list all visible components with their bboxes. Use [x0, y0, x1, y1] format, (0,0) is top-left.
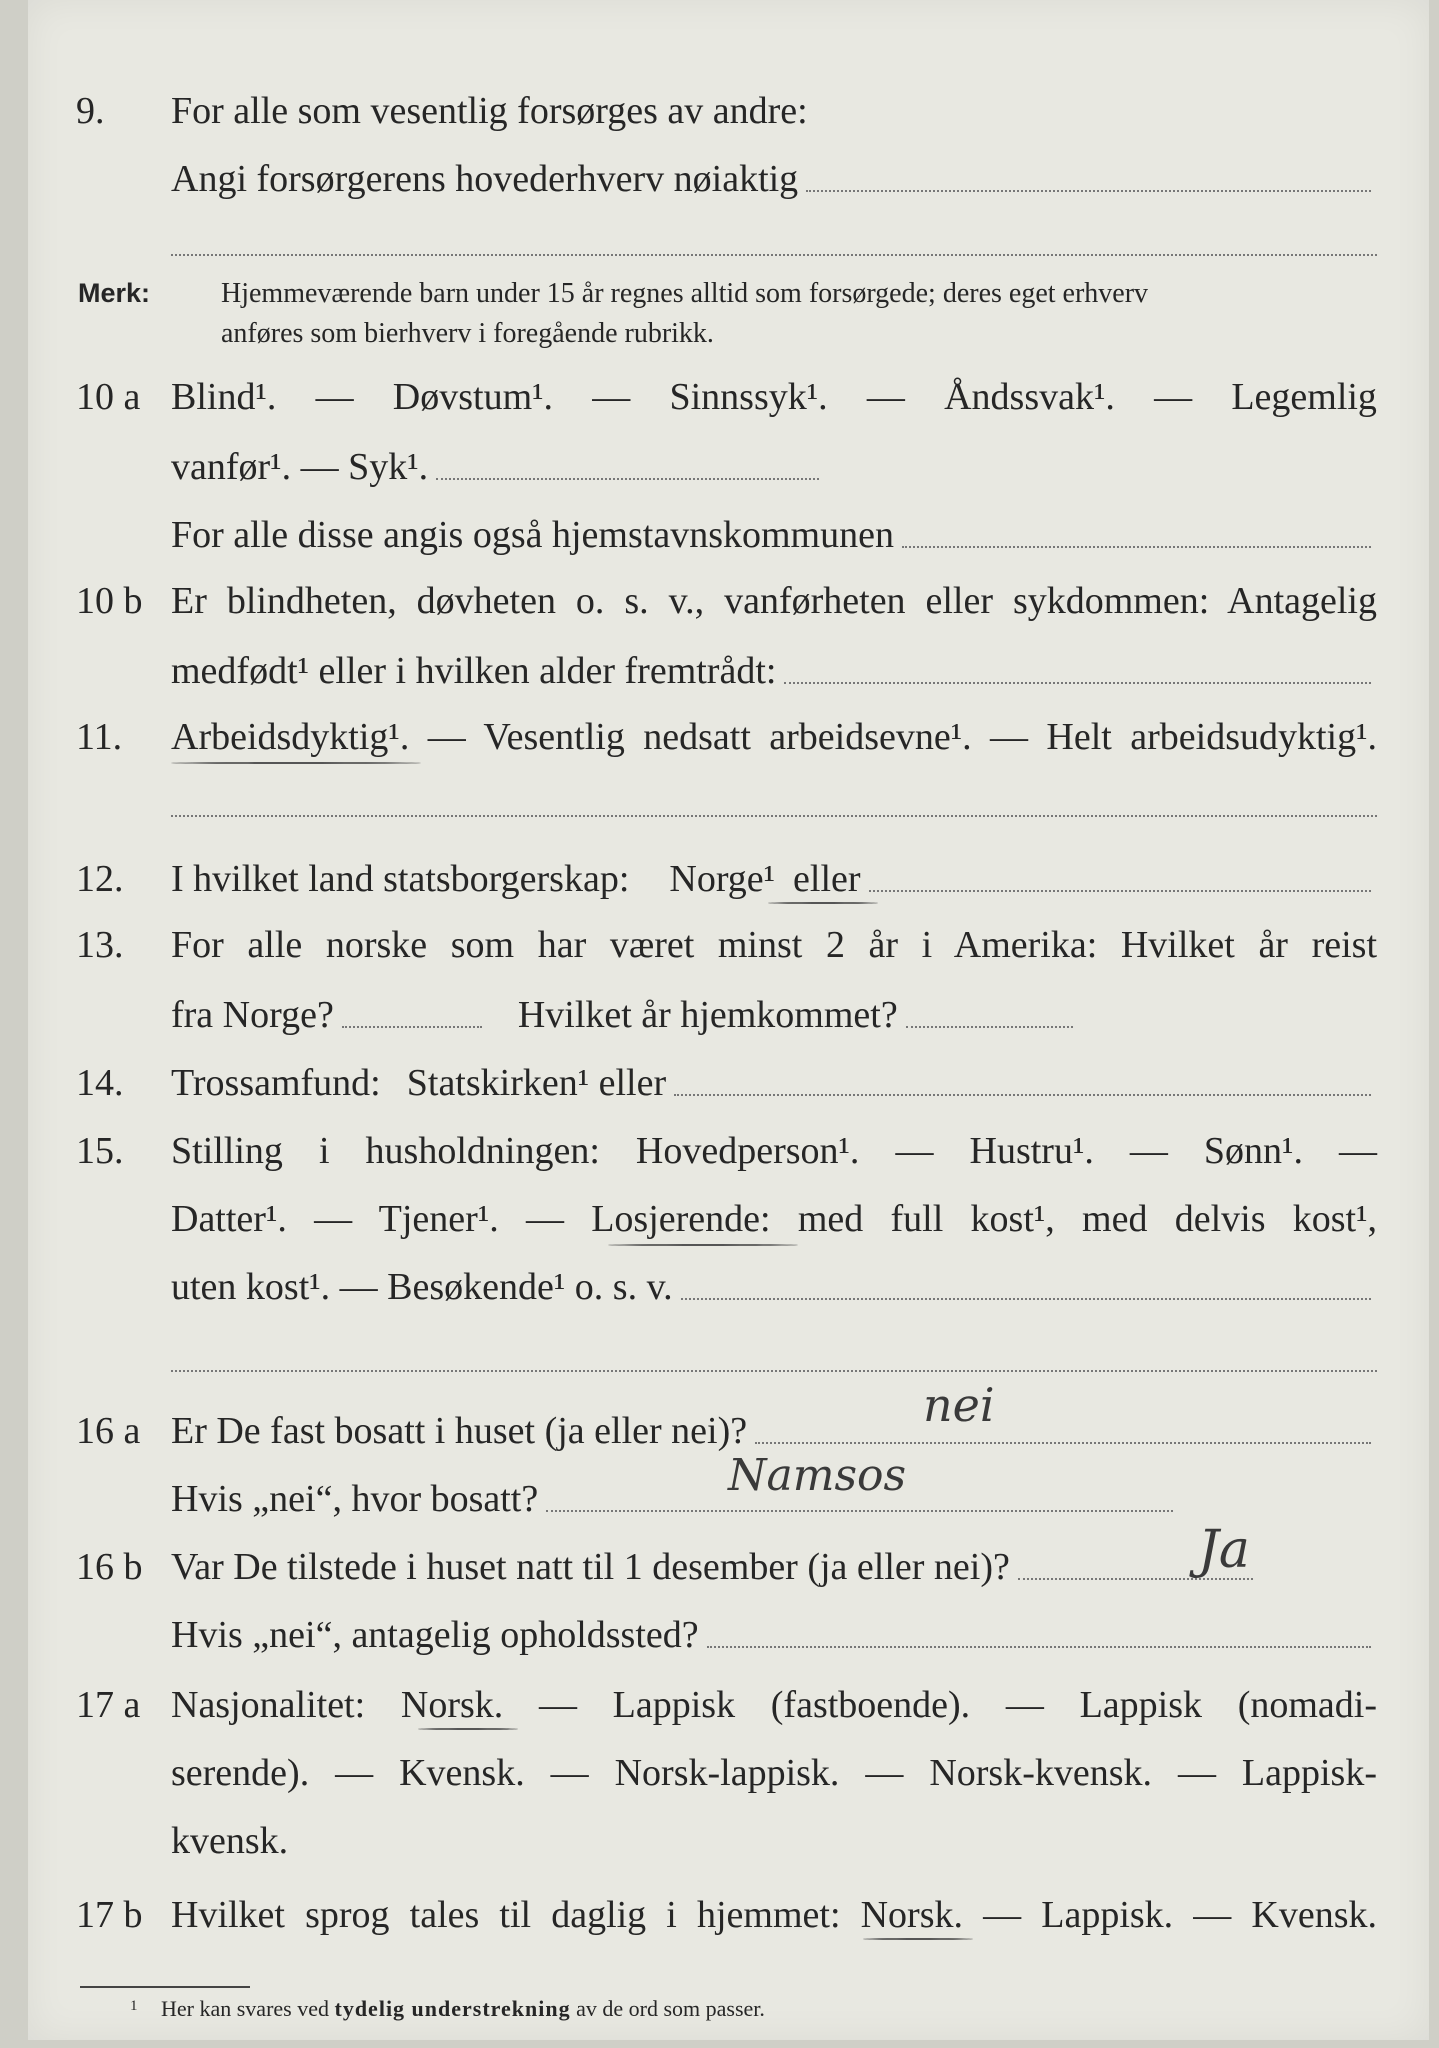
question-text: Hvilket år hjemkommet?	[517, 994, 898, 1036]
answer-dotted-line[interactable]	[806, 156, 1371, 192]
answer-dotted-line[interactable]	[171, 815, 1377, 817]
footnote-text: Her kan svares ved	[161, 1996, 329, 2021]
note-text	[171, 274, 1377, 354]
answer-dotted-line[interactable]	[171, 1370, 1377, 1372]
handwritten-answer-residence: Namsos	[728, 1450, 907, 1501]
question-text: I hvilket land statsborgerskap:	[171, 858, 630, 900]
question-text: Hvilket sprog tales til daglig i hjemmet: Norsk. — Lappisk. — Kvensk.	[171, 1894, 1377, 1936]
footnote-divider	[80, 1986, 250, 1988]
question-text: kvensk.	[171, 1820, 289, 1862]
answer-dotted-line[interactable]	[707, 1612, 1371, 1648]
footnote	[130, 1996, 765, 2022]
question-text: Statskirken¹ eller	[406, 1062, 667, 1104]
footnote-mark: 1	[130, 1998, 138, 2014]
answer-dotted-line[interactable]	[784, 648, 1371, 684]
question-text: For alle disse angis også hjemstavnskommunen	[171, 514, 894, 556]
census-form-page	[28, 0, 1429, 2040]
question-number: 11.	[76, 716, 123, 758]
question-number: 10 a	[76, 376, 141, 418]
question-text: eller	[793, 858, 861, 900]
handwritten-underline	[608, 1244, 798, 1246]
footnote-emphasis: tydelig understrekning	[334, 1996, 571, 2021]
answer-dotted-line[interactable]	[436, 444, 819, 480]
question-text: For alle som vesentlig forsørges av andre:	[171, 90, 808, 132]
question-text: Hvis „nei“, hvor bosatt?	[171, 1478, 539, 1520]
question-number: 14.	[76, 1062, 124, 1104]
handwritten-answer-ja: Ja	[1198, 1520, 1250, 1580]
question-text: Angi forsørgerens hovederhverv nøiaktig	[171, 158, 799, 200]
answer-dotted-line[interactable]	[869, 856, 1371, 892]
option-norge[interactable]: Norge¹	[669, 858, 776, 900]
question-text: uten kost¹. — Besøkende¹ o. s. v.	[171, 1266, 673, 1308]
question-text: Er De fast bosatt i huset (ja eller nei)?	[171, 1410, 748, 1452]
answer-dotted-line[interactable]	[681, 1264, 1371, 1300]
question-text: Datter¹. — Tjener¹. — Losjerende: med full kost¹, med delvis kost¹,	[171, 1198, 1377, 1240]
question-text: Var De tilstede i huset natt til 1 desember (ja eller nei)?	[171, 1546, 1010, 1588]
handwritten-underline	[768, 902, 878, 904]
question-number: 13.	[76, 924, 124, 966]
handwritten-underline	[171, 762, 421, 764]
answer-dotted-line[interactable]	[171, 254, 1377, 256]
answer-dotted-line[interactable]	[342, 992, 482, 1028]
question-text: serende). — Kvensk. — Norsk-lappisk. — Norsk-kvensk. — Lappisk-	[171, 1752, 1377, 1794]
note-label: Merk:	[78, 278, 151, 308]
question-text: vanfør¹. — Syk¹.	[171, 446, 429, 488]
footnote-text: av de ord som passer.	[576, 1996, 765, 2021]
handwritten-underline	[863, 1938, 973, 1940]
question-number: 17 a	[76, 1684, 141, 1726]
handwritten-underline	[418, 1728, 518, 1730]
answer-dotted-line[interactable]	[902, 512, 1371, 548]
question-number: 16 a	[76, 1410, 141, 1452]
question-text: medfødt¹ eller i hvilken alder fremtrådt:	[171, 650, 777, 692]
question-text: For alle norske som har været minst 2 år i Amerika: Hvilket år reist	[171, 924, 1377, 966]
answer-dotted-line[interactable]	[906, 992, 1073, 1028]
question-text: Hvis „nei“, antagelig opholdssted?	[171, 1614, 699, 1656]
question-text: Nasjonalitet: Norsk. — Lappisk (fastboende). — Lappisk (nomadi-	[171, 1684, 1377, 1726]
handwritten-answer-nei: nei	[923, 1378, 995, 1432]
answer-dotted-line[interactable]	[674, 1060, 1371, 1096]
question-text: Blind¹. — Døvstum¹. — Sinnssyk¹. — Åndssvak¹. — Legemlig	[171, 376, 1377, 418]
question-text: fra Norge?	[171, 994, 334, 1036]
note-line-1: Hjemmeværende barn under 15 år regnes alltid som forsørgede; deres eget erhverv	[221, 278, 1149, 309]
question-number: 15.	[76, 1130, 124, 1172]
answer-dotted-line[interactable]	[755, 1408, 1371, 1444]
question-number: 17 b	[76, 1894, 143, 1936]
question-text: Arbeidsdyktig¹. — Vesentlig nedsatt arbeidsevne¹. — Helt arbeidsudyktig¹.	[171, 716, 1377, 758]
question-number: 12.	[76, 858, 124, 900]
question-number: 10 b	[76, 580, 143, 622]
question-text: Trossamfund:	[171, 1062, 381, 1104]
question-number: 9.	[76, 90, 105, 132]
question-text: Stilling i husholdningen: Hovedperson¹. — Hustru¹. — Sønn¹. —	[171, 1130, 1377, 1172]
note-line-2: anføres som bierhverv i foregående rubrikk.	[221, 318, 714, 349]
question-number: 16 b	[76, 1546, 143, 1588]
question-text: Er blindheten, døvheten o. s. v., vanførheten eller sykdommen: Antagelig	[171, 580, 1377, 622]
